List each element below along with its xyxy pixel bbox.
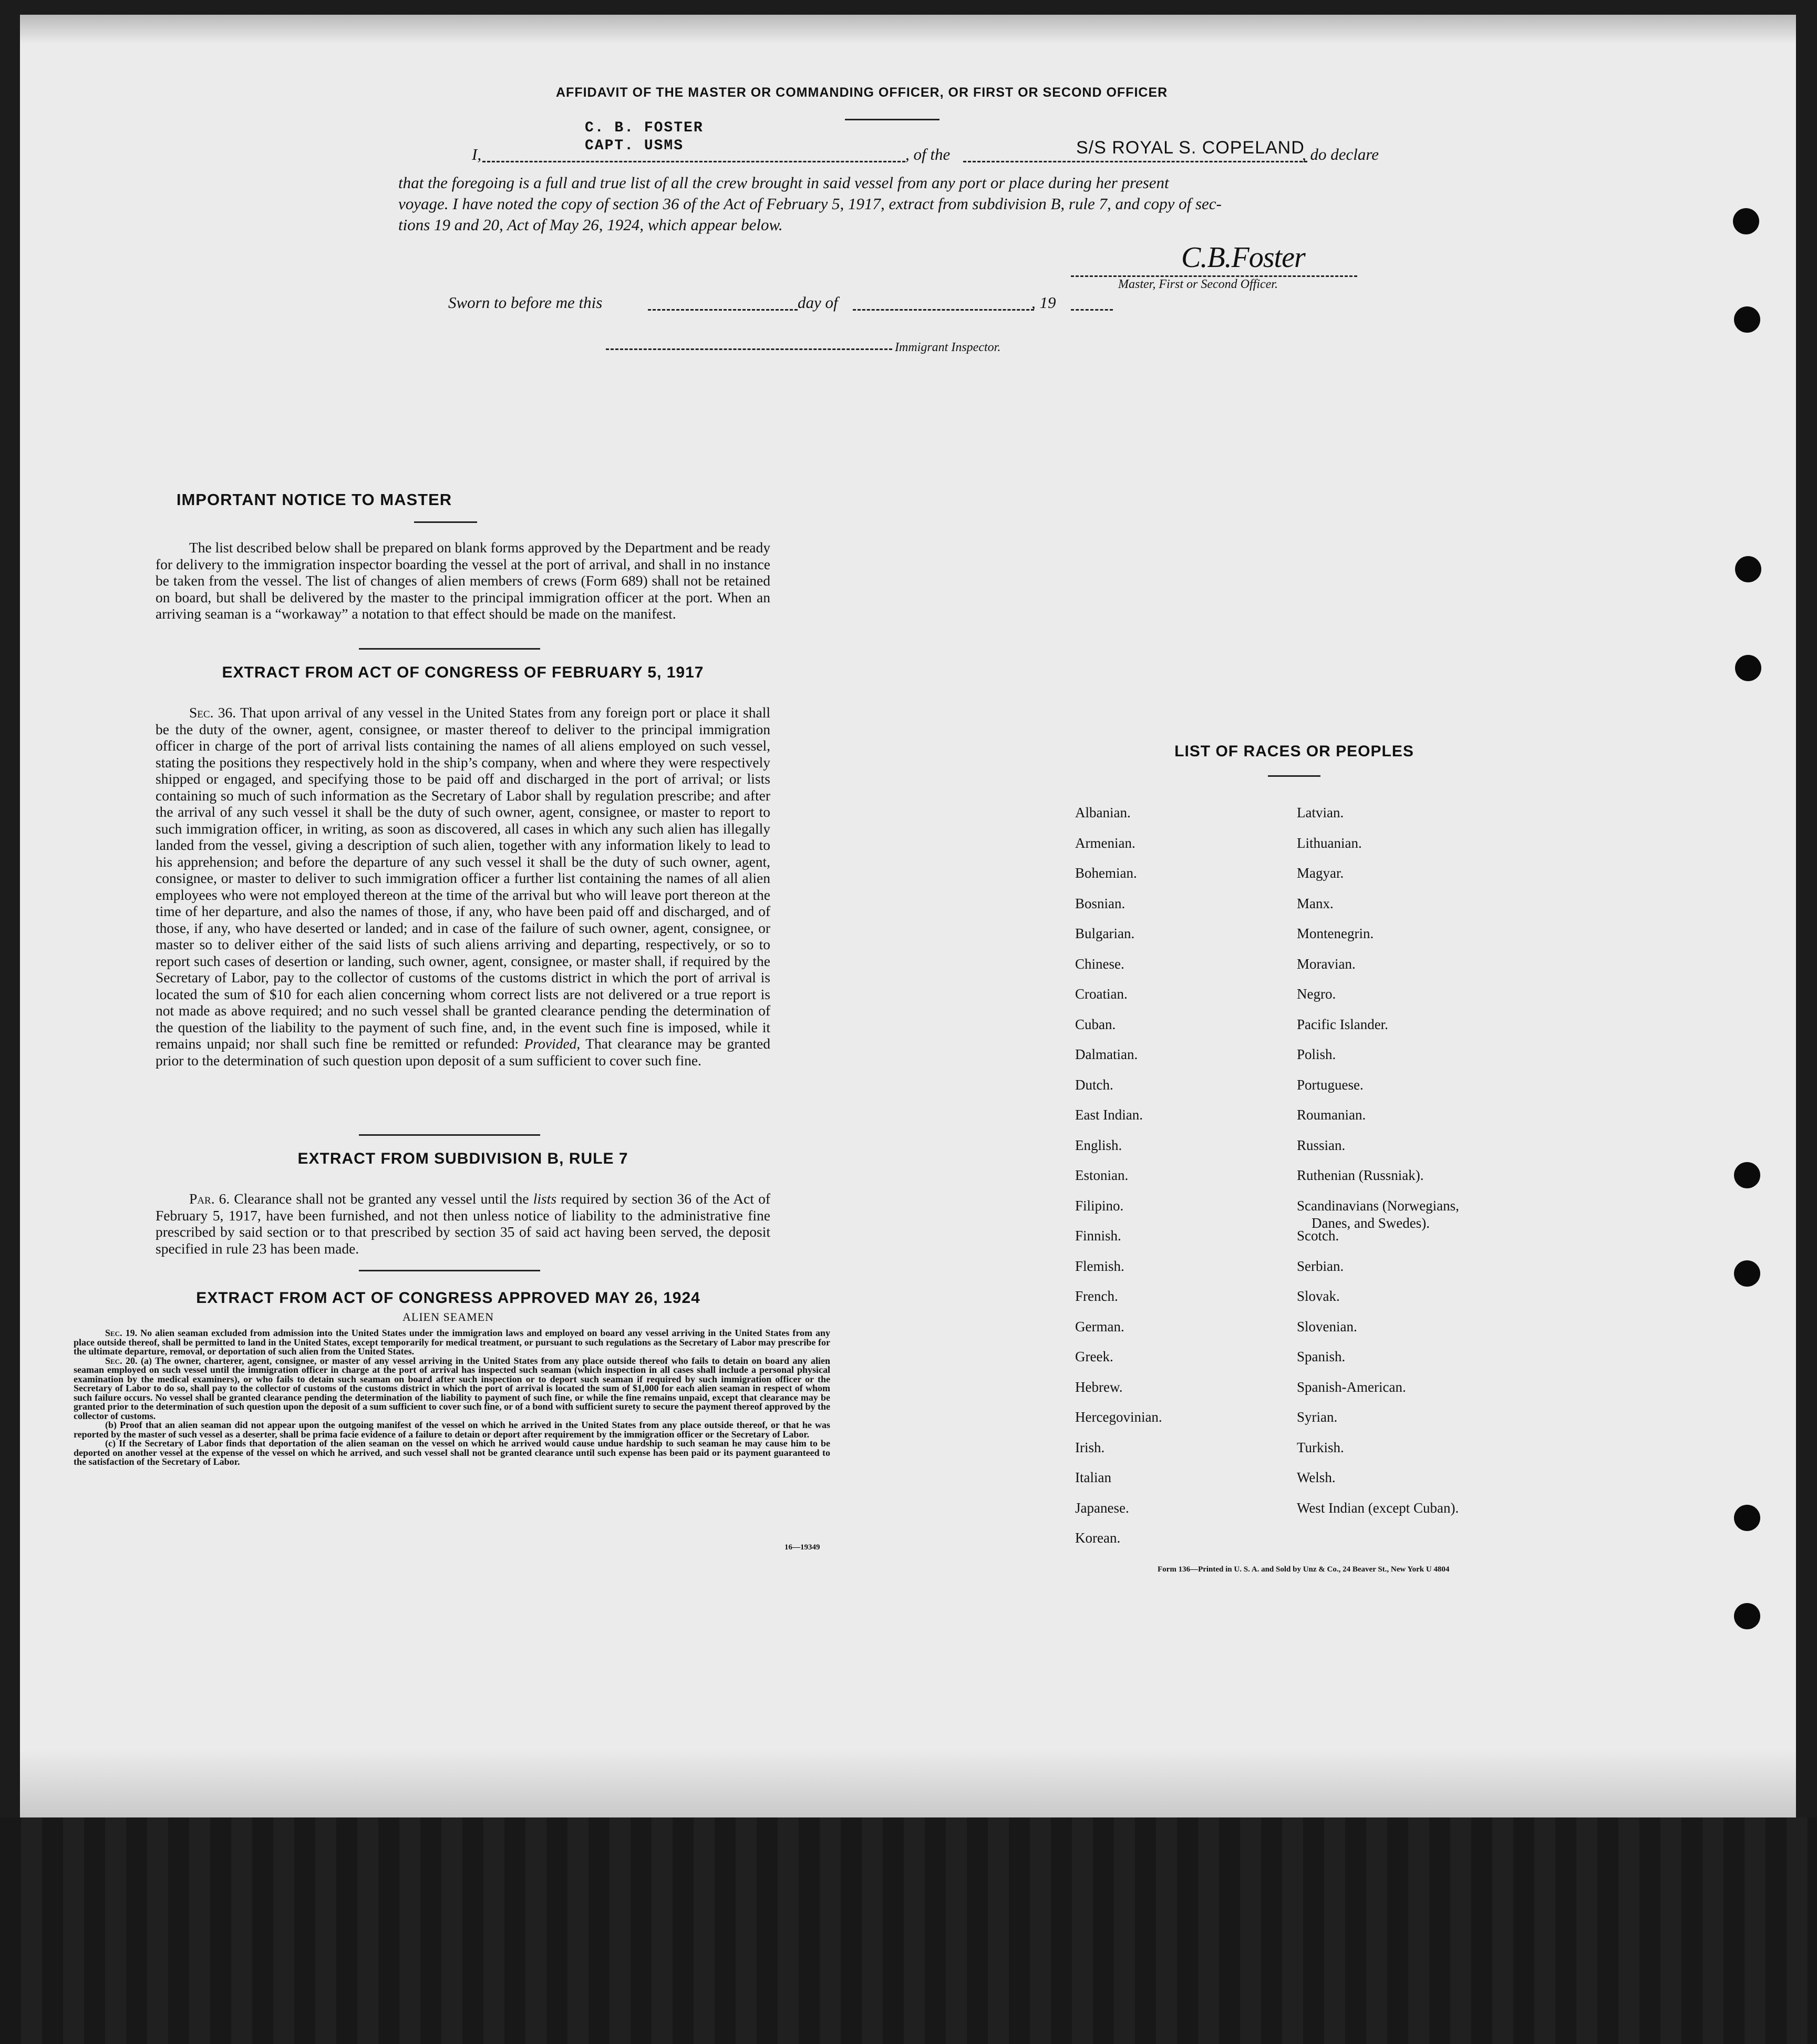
sec20c-text: (c) If the Secretary of Labor finds that deportation of the alien seaman on the vessel on which he arrived would cause undue hardship to such seaman he may cause him to be deported on another vessel at the expense of the vessel on which he arrived, and such vessel shall not be granted clearance until such expense has been paid or its payment guaranteed to the satisfaction of the Secretary of Labor. [74,1438,830,1467]
scan-shadow-top [20,15,1796,44]
race-item: Manx. [1297,895,1334,911]
race-item: Croatian. [1075,986,1128,1002]
race-item: Syrian. [1297,1409,1338,1425]
signature-line [1071,275,1357,277]
race-item: Polish. [1297,1046,1336,1062]
extract-1917-title: EXTRACT FROM ACT OF CONGRESS OF FEBRUARY 5, 1917 [222,664,704,681]
vessel-name: S/S ROYAL S. COPELAND [1076,138,1305,158]
alien-seamen-subtitle: ALIEN SEAMEN [402,1310,494,1323]
inspector-caption: Immigrant Inspector. [895,341,1001,354]
race-item: Russian. [1297,1137,1346,1153]
race-item: Estonian. [1075,1167,1129,1183]
declarant-label: I, [472,145,482,163]
race-item: Chinese. [1075,956,1124,972]
race-item: Bulgarian. [1075,926,1135,941]
divider [359,1134,540,1136]
affidavit-line-2: voyage. I have noted the copy of section 36 of the Act of February 5, 1917, extract from subdivision B, rule 7, and copy of sec- [398,194,1222,213]
punch-hole [1734,1260,1760,1287]
punch-hole [1734,1505,1760,1531]
race-item: Spanish. [1297,1349,1346,1364]
divider [359,1270,540,1271]
year-blank [1071,309,1113,311]
race-item: Italian [1075,1470,1111,1485]
section-36-end: That clearance may be granted prior to the determination of such question upon deposit of a sum sufficient to cover such fine. [156,1035,770,1069]
sec19-text: No alien seaman excluded from admission into the United States under the immigration laws and employed on board any vessel arriving in the United States from any place outside thereof, shall be permitted to land in the United States, except temporarily for medical treatment, or pursuant to such regulations as the Secretary of Labor may prescribe for the ultimate departure, removal, or deportation of such alien from the United States. [74,1328,831,1357]
scan-shadow-bottom [20,1749,1796,1817]
divider [845,119,940,120]
race-item: Greek. [1075,1349,1113,1364]
vessel-blank [963,161,1307,162]
punch-hole [1735,556,1761,582]
race-item: West Indian (except Cuban). [1297,1499,1459,1516]
race-item: Hercegovinian. [1075,1409,1162,1425]
affidavit-line-1: that the foregoing is a full and true list of all the crew brought in said vessel from any port or place during her present [398,173,1169,192]
section-label: Sec. 36. [189,704,236,721]
punch-hole [1734,1603,1760,1629]
race-item: French. [1075,1288,1118,1304]
sworn-label: Sworn to before me this [448,293,603,312]
day-blank [648,309,798,311]
rule7-text-a: Clearance shall not be granted any vessel until the [234,1190,529,1207]
race-item: Dutch. [1075,1076,1113,1093]
race-item: Montenegrin. [1297,926,1374,941]
race-item: Filipino. [1075,1197,1124,1214]
declarant-name: C. B. FOSTER [585,120,704,136]
notice-title: IMPORTANT NOTICE TO MASTER [176,490,452,509]
divider [359,648,540,650]
races-title: LIST OF RACES OR PEOPLES [1174,743,1414,760]
of-the-label: , of the [905,145,951,163]
race-item: Danes, and Swedes). [1312,1215,1430,1231]
race-item: German. [1075,1318,1124,1334]
declare-label: , do declare [1302,145,1379,163]
race-item: Cuban. [1075,1016,1116,1032]
name-blank [482,161,905,162]
race-item: Japanese. [1075,1499,1129,1516]
document-page [20,15,1796,1817]
race-item: Finnish. [1075,1228,1121,1244]
punch-hole [1734,1162,1760,1188]
sec20-label: Sec. 20. [105,1355,138,1366]
race-item: Bosnian. [1075,895,1126,911]
race-item: Hebrew. [1075,1379,1123,1395]
race-item: Slovenian. [1297,1318,1357,1334]
provided-word: Provided, [524,1035,581,1052]
race-item: Irish. [1075,1439,1105,1455]
affidavit-line-3: tions 19 and 20, Act of May 26, 1924, which appear below. [398,215,783,234]
lists-word: lists [533,1190,557,1207]
paragraph-label: Par. 6. [189,1190,230,1207]
sec19-label: Sec. 19. [105,1328,138,1338]
rule7-text-b: required by section 36 of the Act of February 5, 1917, have been furnished, and not then unless notice of liability to the administrative fine prescribed by said section or to that prescribed by section 35 of said act having been served, the deposit specified in rule 23 has been made. [156,1190,770,1257]
extract-rule7-title: EXTRACT FROM SUBDIVISION B, RULE 7 [297,1150,628,1167]
race-item: East Indian. [1075,1107,1143,1123]
inspector-line [606,348,892,350]
punch-hole [1733,208,1759,234]
race-item: Albanian. [1075,805,1131,820]
race-item: English. [1075,1137,1122,1153]
section-36-text: That upon arrival of any vessel in the United States from any foreign port or place it shall be the duty of the owner, agent, consignee, or master thereof to deliver to the principal immigration officer in charge of the port of arrival lists containing the names of all aliens employed on such vessel, stating the positions they respectively hold in the ship’s company, when and where they were respectively shipped or engaged, and specifying those to be paid off and discharged in the port of arrival; or lists containing so much of such information as the Secretary of Labor shall by regulation prescribe; and after the arrival of any such vessel it shall be the duty of such owner, agent, consignee, or master to report to such immigration officer, in writing, as soon as discovered, all cases in which any such alien has illegally landed from the vessel, giving a description of such alien, together with any information likely to lead to his apprehension; and before the departure of any such vessel it shall be the duty of such owner, agent, consignee, or master to deliver to such immigration officer a further list containing the names of all alien employees who were not employed thereon at the time of the arrival but who will leave port thereon at the time of her departure, and also the names of those, if any, who have been paid off and discharged, and of those, if any, who have deserted or landed; and in case of the failure of such owner, agent, consignee, or master so to deliver either of the said lists of such aliens arriving and departing, respectively, or so to report such cases of desertion or landing, such owner, agent, consignee, or master shall, if required by the Secretary of Labor, pay to the collector of customs of the customs district in which the port of arrival is located the sum of $10 for each alien concerning whom correct lists are not delivered or a true report is not made as above required; and no such vessel shall be granted clearance pending the determination of the question of the liability to the payment of such fine, and, in the event such fine is imposed, while it remains unpaid; nor shall such fine be remitted or refunded: [156,704,770,1052]
race-item: Spanish-American. [1297,1379,1406,1395]
divider [414,521,477,523]
sec20a-text: (a) The owner, charterer, agent, consignee, or master of any vessel arriving in the United States from any place outside thereof who fails to detain on board any alien seaman employed on such vessel until the immigration officer in charge at the port of arrival has inspected such seaman (which inspection in all cases shall include a personal physical examination by the medical examiners), or who fails to detain such seaman on board after such inspection or to deport such seaman if required by such immigration officer or the Secretary of Labor to do so, shall pay to the collector of customs of the customs district in which the port of arrival is located the sum of $1,000 for each alien seaman in respect of whom such failure occurs. No vessel shall be granted clearance pending the determination of the liability to payment of such fine, or while the fine remains unpaid, except that clearance may be granted prior to the determination of such question upon the deposit of a sum sufficient to cover such fine, or of a bond with sufficient surety to secure the payment thereof approved by the collector of customs. [74,1355,831,1421]
race-item: Pacific Islander. [1297,1016,1388,1032]
extract-1924-text [74,1329,830,1467]
punch-hole [1735,655,1761,681]
day-of-label: day of [798,293,838,312]
extract-rule7-text [156,1190,770,1257]
form-footer: Form 136—Printed in U. S. A. and Sold by Unz & Co., 24 Beaver St., New York U 4804 [1158,1565,1450,1574]
declarant-rank: CAPT. USMS [585,138,684,154]
notice-text [156,539,770,622]
race-item: Scotch. [1297,1228,1339,1244]
race-item: Lithuanian. [1297,835,1362,851]
race-item: Korean. [1075,1530,1121,1546]
race-item: Moravian. [1297,956,1356,972]
race-item: Bohemian. [1075,865,1137,881]
race-item: Turkish. [1297,1439,1344,1455]
race-item: Roumanian. [1297,1107,1366,1123]
punch-hole [1734,306,1760,333]
sec20b-text: (b) Proof that an alien seaman did not appear upon the outgoing manifest of the vessel on which he arrived in the United States from any place outside thereof, or that he was reported by the master of such vessel as a deserter, shall be prima facie evidence of a failure to detain or deport after requirement by the immigration officer or the Secretary of Labor. [74,1420,830,1440]
race-item: Flemish. [1075,1258,1124,1274]
race-item: Latvian. [1297,805,1344,820]
scanner-background [0,1817,1817,2044]
race-item: Scandinavians (Norwegians, [1297,1197,1459,1214]
race-item: Welsh. [1297,1470,1336,1485]
extract-1924-title: EXTRACT FROM ACT OF CONGRESS APPROVED MAY 26, 1924 [196,1289,700,1307]
year-label: , 19 [1031,293,1056,312]
race-item: Portuguese. [1297,1076,1364,1093]
affidavit-title: AFFIDAVIT OF THE MASTER OR COMMANDING OFFICER, OR FIRST OR SECOND OFFICER [556,85,1168,100]
month-blank [853,309,1034,311]
race-item: Negro. [1297,986,1336,1002]
signature-caption: Master, First or Second Officer. [1118,278,1278,291]
race-item: Ruthenian (Russniak). [1297,1167,1424,1183]
extract-1917-text [156,704,770,1069]
race-item: Serbian. [1297,1258,1344,1274]
race-item: Slovak. [1297,1288,1340,1304]
divider [1268,775,1320,777]
notice-paragraph: The list described below shall be prepared on blank forms approved by the Department and be ready for delivery to the immigration inspector boarding the vessel at the port of arrival, and shall in no instance be taken from the vessel. The list of changes of alien members of crews (Form 689) shall not be retained on board, but shall be delivered by the master to the principal immigration officer at the port. When an arriving seaman is a “workaway” a notation to that effect should be made on the manifest. [156,539,770,622]
race-item: Magyar. [1297,865,1344,881]
race-item: Armenian. [1075,835,1135,851]
race-item: Dalmatian. [1075,1046,1138,1062]
master-signature: C.B.Foster [1181,241,1305,274]
form-code: 16—19349 [784,1543,820,1552]
